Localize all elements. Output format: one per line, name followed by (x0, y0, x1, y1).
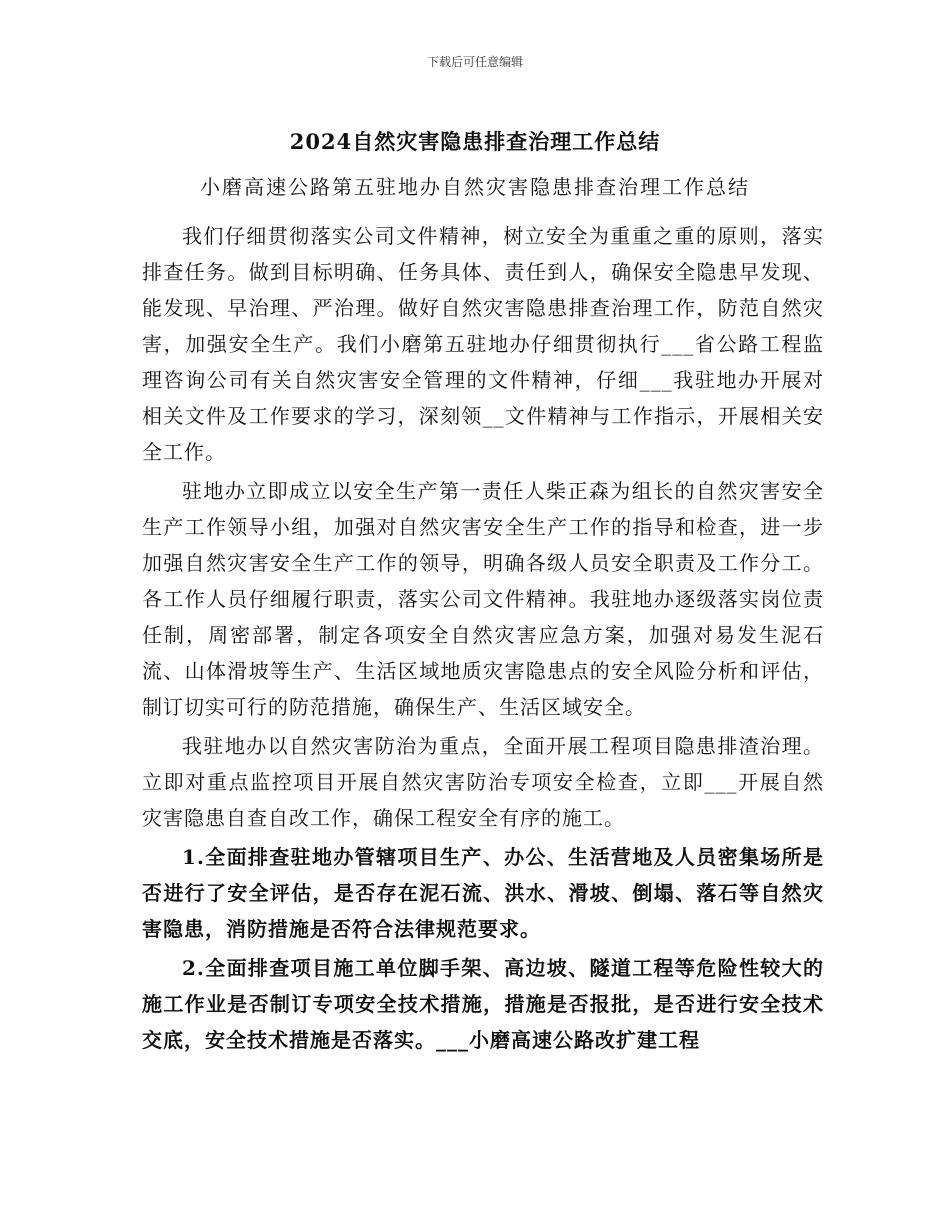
paragraph-4: 1.全面排查驻地办管辖项目生产、办公、生活营地及人员密集场所是否进行了安全评估，是否存在泥石流、洪水、滑坡、倒塌、落石等自然灾害隐患，消防措施是否符合法律规范要求。 (142, 845, 824, 941)
paragraph-2: 驻地办立即成立以安全生产第一责任人柴正森为组长的自然灾害安全生产工作领导小组，加强对自然灾害安全生产工作的指导和检查，进一步加强自然灾害安全生产工作的领导，明确各级人员安全职责及工作分工。各工作人员仔细履行职责，落实公司文件精神。我驻地办逐级落实岗位责任制，周密部署，制定各项安全自然灾害应急方案，加强对易发生泥石流、山体滑坡等生产、生活区域地质灾害隐患点的安全风险分析和评估，制订切实可行的防范措施，确保生产、生活区域安全。 (142, 479, 824, 719)
paragraph-1: 我们仔细贯彻落实公司文件精神，树立安全为重重之重的原则，落实排查任务。做到目标明确、任务具体、责任到人，确保安全隐患早发现、能发现、早治理、严治理。做好自然灾害隐患排查治理工作，防范自然灾害，加强安全生产。我们小磨第五驻地办仔细贯彻执行___省公路工程监理咨询公司有关自然灾害安全管理的文件精神，仔细___我驻地办开展对相关文件及工作要求的学习，深刻领__文件精神与工作指示，开展相关安全工作。 (142, 224, 824, 464)
download-note: 下载后可任意编辑 (426, 55, 523, 69)
paragraph-5: 2.全面排查项目施工单位脚手架、高边坡、隧道工程等危险性较大的施工作业是否制订专项安全技术措施，措施是否报批，是否进行安全技术交底，安全技术措施是否落实。___小磨高速公路改扩建工程 (142, 956, 824, 1052)
document-title: 2024自然灾害隐患排查治理工作总结 (289, 129, 661, 154)
document-body (142, 218, 824, 1061)
paragraph-3: 我驻地办以自然灾害防治为重点，全面开展工程项目隐患排渣治理。立即对重点监控项目开展自然灾害防治专项安全检查，立即___开展自然灾害隐患自查自改工作，确保工程安全有序的施工。 (142, 734, 824, 830)
document-subtitle: 小磨高速公路第五驻地办自然灾害隐患排查治理工作总结 (200, 175, 750, 199)
